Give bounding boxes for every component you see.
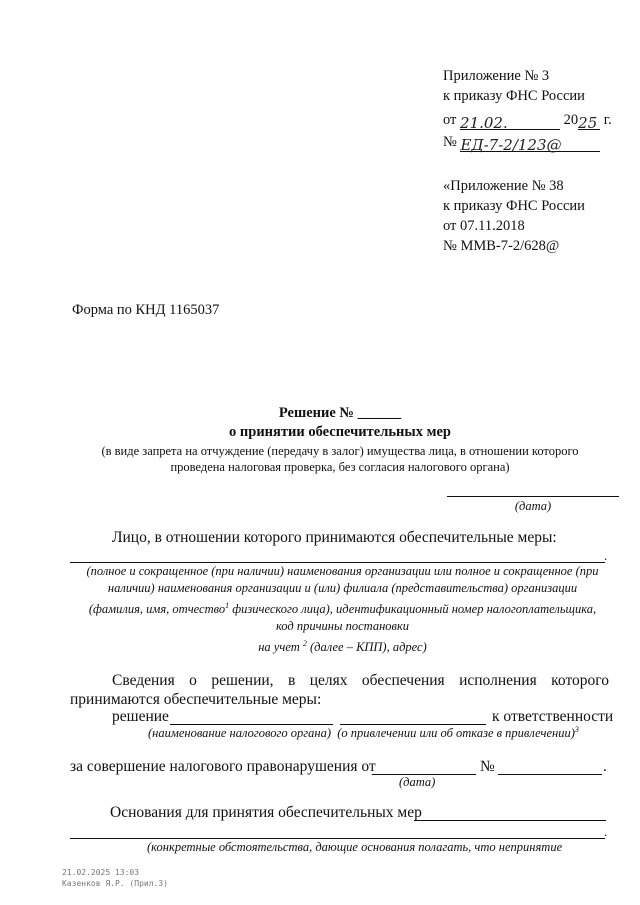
title-decision-number: Решение № ______	[278, 405, 402, 421]
handwritten-date: 21.02.	[460, 113, 560, 130]
grounds-label: Основания для принятия обеспечительных мер	[110, 804, 422, 821]
title-subtitle	[40, 443, 640, 475]
grounds-dot: .	[604, 824, 608, 839]
person-hint-line-2: наличии) наименования организации и (или) филиала (представительства) организации	[107, 581, 578, 595]
stamp-line-1: 21.02.2025 13:03	[62, 868, 140, 877]
handwritten-year: 25	[578, 113, 600, 130]
decision-hint	[148, 725, 579, 741]
offense-number-label: №	[480, 758, 495, 775]
decision-label: решение	[112, 708, 169, 725]
year-suffix: г.	[603, 112, 612, 128]
hint5sup: 2	[302, 639, 307, 649]
hint-decision-sup: 3	[574, 725, 579, 734]
grounds-line-1	[414, 820, 606, 821]
appendix-title: Приложение № 3	[443, 68, 550, 84]
person-line-dot: .	[604, 548, 608, 563]
offense-label: за совершение налогового правонарушения от	[70, 758, 376, 775]
title-subject: о принятии обеспечительных мер	[229, 424, 451, 440]
appendix-new	[443, 66, 612, 152]
appendix-order: к приказу ФНС России	[443, 88, 585, 104]
grounds-hint: (конкретные обстоятельства, дающие основания полагать, что непринятие	[147, 840, 563, 854]
stamp-line-2: Казенков Я.Р. (Прил.3)	[62, 879, 168, 888]
date-underline	[447, 496, 619, 497]
date-caption: (дата)	[514, 499, 552, 513]
hint-tax-authority: (наименование налогового органа)	[148, 726, 331, 741]
appendix-date-row	[443, 110, 612, 130]
handwritten-number: ЕД-7-2/123@	[460, 135, 600, 152]
person-hint-line-4: код причины постановки	[275, 619, 410, 634]
hint3b: физического лица), идентификационный номер налогоплательщика,	[229, 602, 597, 617]
person-hint-line-3	[55, 597, 630, 618]
offense-dot: .	[603, 758, 607, 775]
hint3a: (фамилия, имя, отчество	[88, 602, 226, 617]
year-prefix: 20	[563, 112, 579, 128]
decision-responsibility: к ответственности	[492, 708, 614, 725]
appendix-old-number: № ММВ-7-2/628@	[443, 238, 560, 254]
subtitle-line-1: (в виде запрета на отчуждение (передачу в залог) имущества лица, в отношении которого	[101, 444, 579, 458]
decision-intro-2: принимаются обеспечительные меры:	[70, 691, 322, 708]
hint5b: (далее – КПП), адрес)	[306, 640, 427, 655]
offense-number-line	[498, 774, 602, 775]
appendix-number-row	[443, 132, 612, 152]
offense-date-hint: (дата)	[399, 775, 436, 789]
appendix-old-order: к приказу ФНС России	[443, 198, 585, 214]
footer-stamp	[62, 867, 168, 889]
grounds-line-2	[70, 838, 605, 839]
date-prefix: от	[443, 112, 457, 128]
person-hint-line-5	[55, 635, 630, 656]
appendix-old-date: от 07.11.2018	[443, 218, 525, 234]
decision-intro: Сведения о решении, в целях обеспечения исполнения которого	[112, 672, 609, 689]
appendix-old	[443, 176, 585, 256]
person-hint-line-1: (полное и сокращенное (при наличии) наименования организации или полное и сокращенное (при	[86, 564, 599, 578]
person-heading: Лицо, в отношении которого принимаются обеспечительные меры:	[112, 529, 557, 546]
person-hint	[55, 563, 630, 656]
appendix-old-title: «Приложение № 38	[443, 178, 564, 194]
hint-decision-type: (о привлечении или об отказе в привлечении)	[337, 726, 575, 741]
hint5a: на учет	[258, 640, 303, 655]
form-code: Форма по КНД 1165037	[72, 302, 220, 318]
title-block	[60, 404, 620, 442]
subtitle-line-2: проведена налоговая проверка, без согласия налогового органа)	[170, 460, 510, 474]
hint3sup: 1	[225, 601, 230, 610]
number-prefix: №	[443, 134, 457, 150]
